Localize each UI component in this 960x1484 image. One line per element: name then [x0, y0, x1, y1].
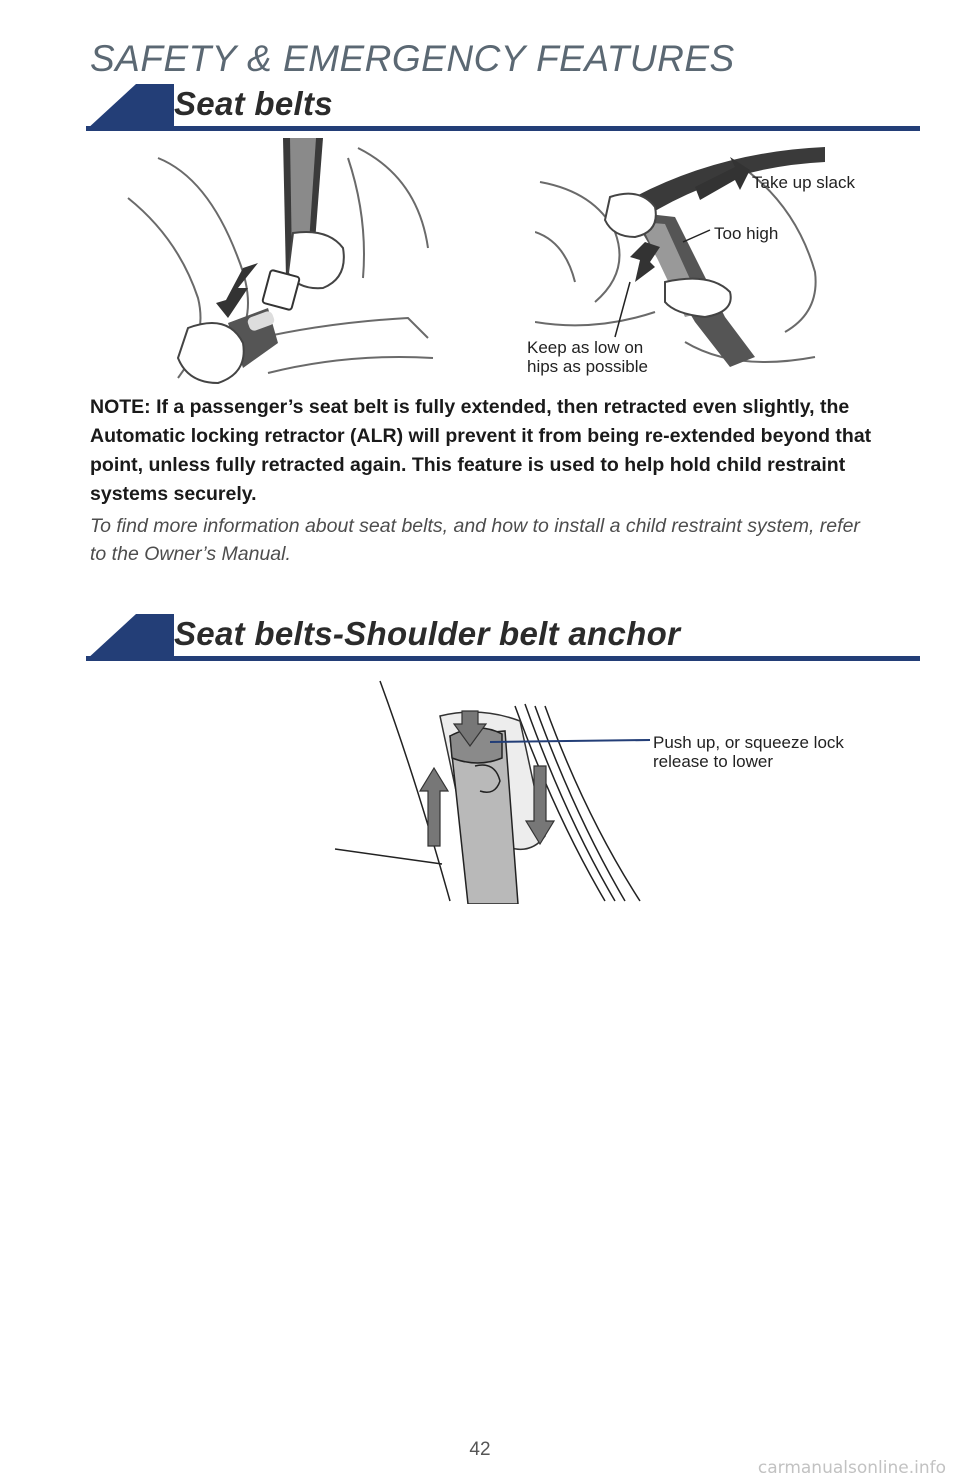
alr-note: NOTE: If a passenger’s seat belt is fully extended, then retracted even slightly, the Automatic locking retractor (ALR) will prevent it from being re-extended beyond that point, unless fully retracted again. This feature is used to help hold child restraint systems securely.: [90, 396, 872, 505]
callout-take-up-slack: Take up slack: [752, 173, 855, 192]
section-header-seat-belts: [86, 84, 920, 132]
shoulder-anchor-illustration: [330, 676, 660, 904]
chapter-title: SAFETY & EMERGENCY FEATURES: [90, 38, 735, 79]
section-rule: [86, 656, 920, 661]
section-header-shoulder-belt-anchor: [86, 614, 920, 662]
owners-manual-reference: To find more information about seat belts, and how to install a child restraint system, refer to the Owner’s Manual.: [90, 515, 860, 565]
watermark: carmanualsonline.info: [757, 1458, 946, 1478]
callout-push-up: Push up, or squeeze lock release to lower: [653, 733, 844, 771]
section-title: Seat belts-Shoulder belt anchor: [174, 612, 694, 656]
page-number: 42: [469, 1439, 491, 1460]
buckle-illustration: [118, 138, 448, 388]
callout-too-high: Too high: [714, 224, 779, 243]
callout-keep-low: Keep as low on hips as possible: [527, 338, 648, 376]
section-rule: [86, 126, 920, 131]
section-title: Seat belts: [174, 82, 347, 126]
